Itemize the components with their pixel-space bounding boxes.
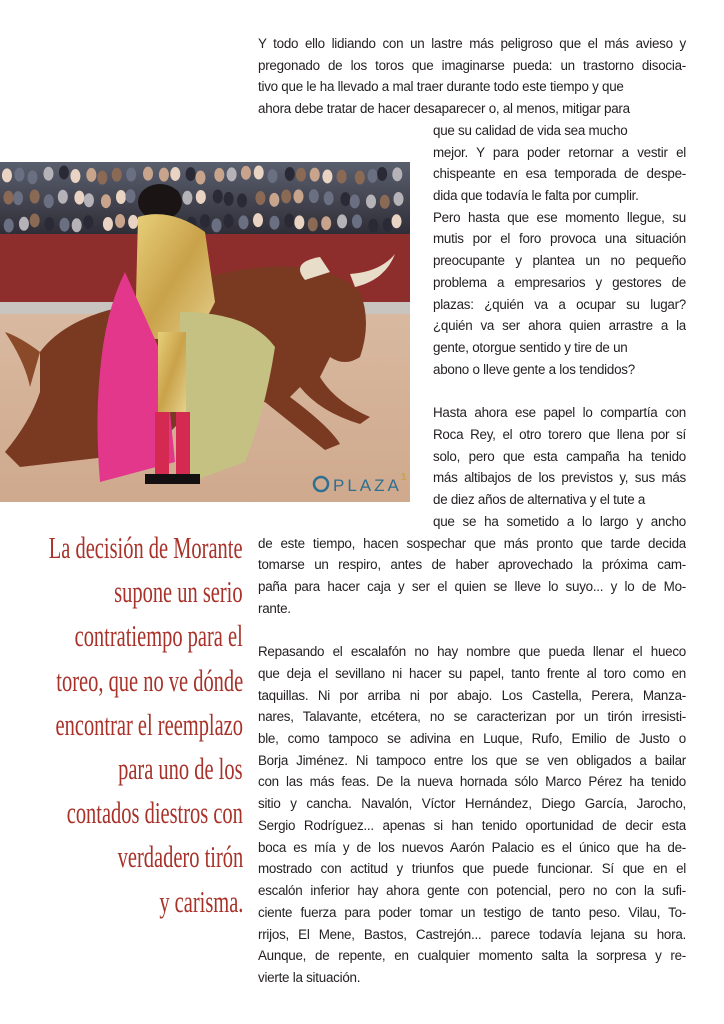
spectator [44, 194, 54, 208]
spectator [196, 190, 206, 204]
spectator [30, 213, 40, 227]
body-text-line: mutis por el foro provoca una situación [433, 231, 686, 247]
crowd-heads [2, 165, 404, 232]
spectator [84, 193, 94, 207]
logo-text: PLAZA [333, 476, 402, 495]
body-text-line: paña para hacer caja y ser el quien se lleve lo suyo... y lo de Mo- [258, 579, 686, 594]
spectator [101, 194, 111, 208]
body-text-line: que deja el sevillano ni hacer su papel, tanto frente al toro como en [258, 665, 686, 681]
spectator [30, 190, 40, 204]
body-text-line: Repasando el escalafón no hay nombre que pueda llenar el hueco [258, 644, 686, 660]
body-text-line: tomarse un respiro, antes de haber aprovechado la próxima cam- [258, 557, 686, 573]
bullfight-photo [0, 162, 410, 502]
body-text-line: solo, pero que esta campaña ha tenido [433, 448, 686, 464]
spectator [44, 217, 54, 231]
spectator [355, 171, 365, 185]
spectator [269, 193, 279, 207]
body-text-line: Sergio Rodríguez... apenas si han tenido oportunidad de decir esta [258, 817, 686, 833]
body-text-line: preocupante y plantea un no pequeño [433, 253, 686, 269]
spectator [116, 190, 126, 204]
spectator [60, 218, 70, 232]
body-text-line: que se ha sometido a lo largo y ancho [433, 513, 686, 529]
logo-superscript: 1 [401, 472, 407, 483]
spectator [296, 168, 306, 182]
spectator [310, 168, 320, 182]
pull-quote-line: contratiempo para el [74, 618, 243, 654]
body-text-line: boca es mía y de los nuevos Aarón Palacio es el único que ha de- [258, 839, 686, 855]
pull-quote-line: verdadero tirón [117, 839, 243, 875]
spectator [254, 166, 264, 180]
spectator [214, 168, 224, 182]
spectator [239, 215, 249, 229]
spectator [383, 218, 393, 232]
spectator [253, 213, 263, 227]
spectator [213, 190, 223, 204]
pull-quote-line: encontrar el reemplazo [55, 706, 243, 742]
body-text-line: plazas: ¿quién va a ocupar su lugar? [433, 296, 686, 312]
body-text-line: rante. [258, 600, 291, 616]
spectator [4, 218, 14, 232]
spectator [324, 191, 334, 205]
body-text-line: abono o lleve gente a los tendidos? [433, 361, 635, 377]
spectator [367, 169, 377, 183]
spectator [308, 217, 318, 231]
spectator [97, 171, 107, 185]
body-text-line: rrijos, El Mene, Bastos, Castrejón... parece todavía lejana su hora. [258, 926, 686, 942]
pull-quote-line: La decisión de Morante [49, 530, 243, 565]
spectator [3, 191, 13, 205]
body-text-line: vierte la situación. [258, 969, 361, 985]
pull-quote-line: supone un serio [114, 574, 243, 610]
spectator [43, 167, 53, 181]
spectator [224, 214, 234, 228]
spectator [19, 217, 29, 231]
spectator [267, 169, 277, 183]
spectator [128, 215, 138, 229]
body-text-line: que su calidad de vida sea mucho [433, 122, 628, 138]
spectator [322, 169, 332, 183]
spectator [284, 214, 294, 228]
body-text-line: chispeante en esa temporada de despe- [433, 166, 686, 182]
spectator [70, 169, 80, 183]
spectator [115, 214, 125, 228]
body-text-line: pregonado de los toros que imaginarse pueda: un trastorno disocia- [258, 57, 686, 73]
body-text-line: Pero hasta que ese momento llegue, su [433, 209, 686, 225]
pull-quote-line: contados diestros con [66, 795, 243, 831]
body-text-line: sitio y cancha. Navalón, Víctor Hernández, Diego García, Jarocho, [258, 796, 686, 812]
body-text-line: problema a empresarios y gestores de [433, 274, 686, 290]
body-text-line: taquillas. Ni por arriba ni por abajo. Los Castella, Perera, Manza- [258, 687, 686, 703]
spectator [224, 192, 234, 206]
body-text-line: ahora debe tratar de hacer desaparecer o, al menos, mitigar para [258, 101, 630, 117]
body-text-line: mejor. Y para poder retornar a vestir el [433, 144, 686, 160]
spectator [200, 214, 210, 228]
spectator [352, 214, 362, 228]
spectator [170, 167, 180, 181]
body-text-line: Hasta ahora ese papel lo compartía con [433, 405, 686, 421]
spectator [392, 214, 402, 228]
body-text-line: Aunque, de repente, en cualquier momento salta la sorpresa y re- [258, 948, 686, 964]
body-text-line: ¿quién va ser ahora quien arrastre a la [433, 318, 686, 334]
spectator [72, 218, 82, 232]
spectator [125, 189, 135, 203]
body-text-line: nares, Talavante, etcétera, no se caracterizan por un tirón irresisti- [258, 709, 686, 725]
spectator [143, 167, 153, 181]
spectator [126, 168, 136, 182]
spectator [321, 216, 331, 230]
spectator [27, 170, 37, 184]
spectator [309, 189, 319, 203]
spectator [58, 190, 68, 204]
spectator [392, 167, 402, 181]
body-text-line: Roca Rey, el otro torero que llena por sí [433, 426, 686, 442]
spectator [212, 218, 222, 232]
body-text-line: ciente fuerza para poder tomar un testigo de tanto peso. Vilau, To- [258, 904, 686, 920]
spectator [195, 171, 205, 185]
spectator [241, 166, 251, 180]
pull-quote-line: y carisma. [158, 883, 243, 919]
pull-quote-line: toreo, que no ve dónde [56, 662, 243, 698]
spectator [2, 168, 12, 182]
spectator [340, 192, 350, 206]
spectator [14, 168, 24, 182]
spectator [377, 167, 387, 181]
spectator [237, 194, 247, 208]
body-text-line: de este tiempo, hacen sospechar que más pronto que tarde decida [258, 535, 686, 551]
spectator [59, 165, 69, 179]
body-text-line: gente, otorgue sentido y tire de un [433, 340, 628, 356]
spectator [13, 191, 23, 205]
spectator [182, 191, 192, 205]
body-text-line: más altibajos de los previstos y, sus más [433, 470, 686, 486]
spectator [366, 194, 376, 208]
spectator [86, 168, 96, 182]
spectator [368, 219, 378, 233]
body-text-line: tivo que le ha llevado a mal traer durante todo este tiempo y que [258, 79, 624, 95]
spectator [281, 189, 291, 203]
spectator [269, 216, 279, 230]
spectator [112, 168, 122, 182]
spectator [350, 194, 360, 208]
spectator [337, 170, 347, 184]
body-text-line: de diez años de alternativa y el tute a [433, 492, 646, 508]
body-text-line: con las más feas. De la nueva hornada sólo Marco Pérez ha tenido [258, 774, 686, 790]
spectator [337, 214, 347, 228]
body-text-line: Borja Jiménez. Ni tampoco entre los que se ven obligados a bailar [258, 752, 686, 768]
body-text-line: Y todo ello lidiando con un lastre más peligroso que el más avieso y [258, 36, 686, 51]
spectator [103, 217, 113, 231]
spectator [393, 192, 403, 206]
pull-quote-line: para uno de los [118, 751, 243, 786]
body-text-line: escalón inferior hay ahora gente con potencial, pero no con la sufi- [258, 883, 686, 899]
spectator [83, 215, 93, 229]
body-text-line: mostrado con actitud y triunfos que puede funcionar. Sí que en el [258, 861, 686, 877]
spectator [294, 215, 304, 229]
spectator [227, 167, 237, 181]
body-text-line: ble, como tampoco se adivina en Luque, Rufo, Emilio de Justo o [258, 731, 686, 747]
spectator [186, 167, 196, 181]
spectator [285, 167, 295, 181]
spectator [255, 191, 265, 205]
body-text-line: dida que todavía le falta por cumplir. [433, 188, 639, 204]
spectator [380, 195, 390, 209]
spectator [74, 191, 84, 205]
spectator [159, 168, 169, 182]
spectator [293, 189, 303, 203]
